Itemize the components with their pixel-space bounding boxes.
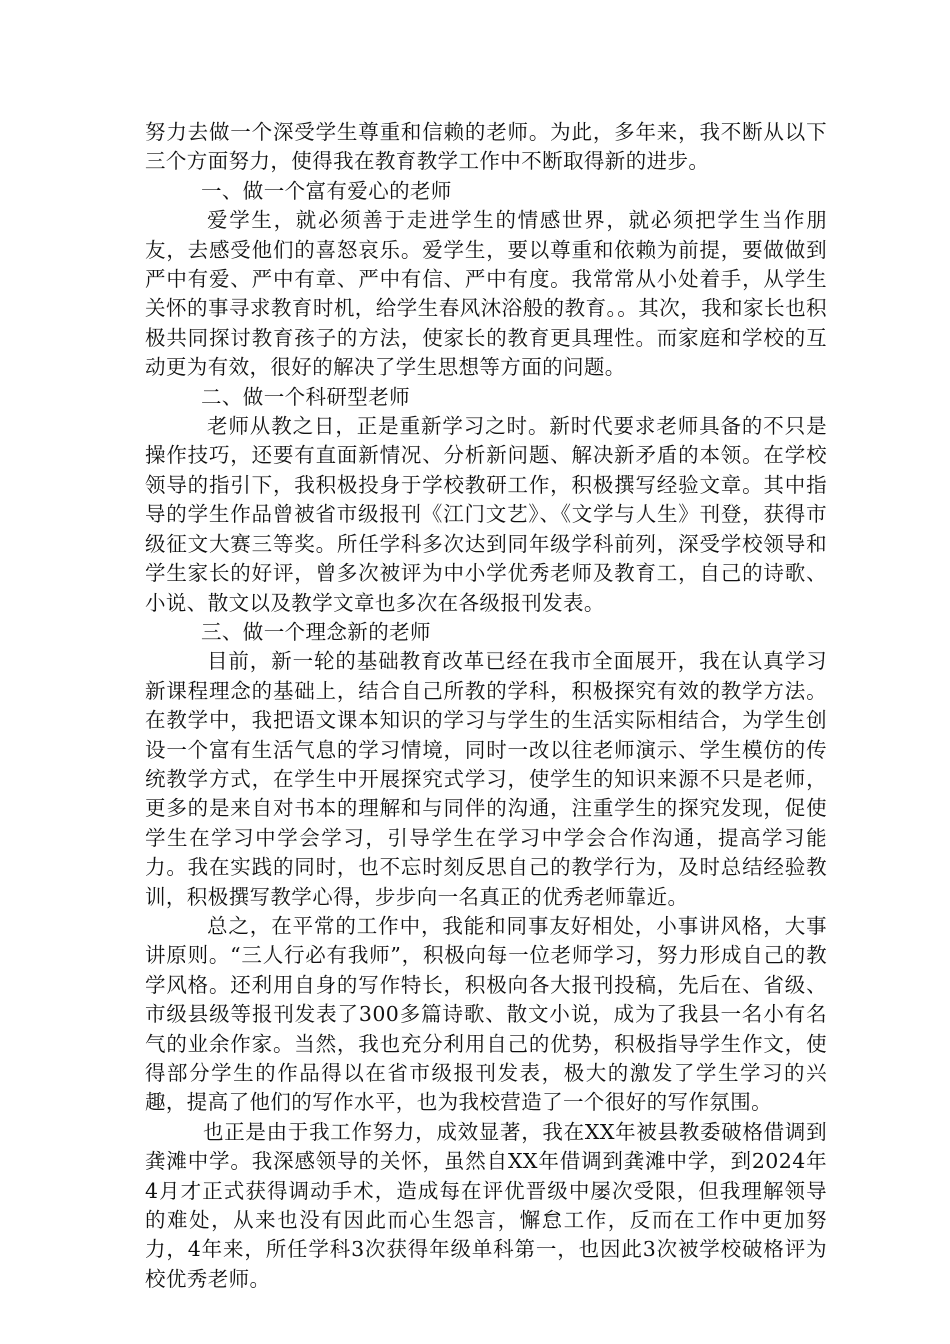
section-3-paragraph: 目前，新一轮的基础教育改革已经在我市全面展开，我在认真学习新课程理念的基础上，结合自己所教的学科，积极探究有效的教学方法。在教学中，我把语文课本知识的学习与学生的生活实际相结合，为学生创设一个富有生活气息的学习情境，同时一改以往老师演示、学生模仿的传统教学方式，在学生中开展探究式学习，使学生的知识来源不只是老师，更多的是来自对书本的理解和与同伴的沟通，注重学生的探究发现，促使学生在学习中学会学习，引导学生在学习中学会合作沟通，提高学习能力。我在实践的同时，也不忘时刻反思自己的教学行为，及时总结经验教训，积极撰写教学心得，步步向一名真正的优秀老师靠近。: [145, 649, 827, 909]
intro-paragraph: 努力去做一个深受学生尊重和信赖的老师。为此，多年来，我不断从以下三个方面努力，使得我在教育教学工作中不断取得新的进步。: [145, 120, 827, 174]
section-heading-1: 一、做一个富有爱心的老师: [201, 178, 452, 203]
section-2-paragraph: 老师从教之日，正是重新学习之时。新时代要求老师具备的不只是操作技巧，还要有直面新情况、分析新问题、解决新矛盾的本领。在学校领导的指引下，我积极投身于学校教研工作，积极撰写经验文章。其中指导的学生作品曾被省市级报刊《江门文艺》、《文学与人生》刊登，获得市级征文大赛三等奖。所任学科多次达到同年级学科前列，深受学校领导和学生家长的好评，曾多次被评为中小学优秀老师及教育工，自己的诗歌、小说、散文以及教学文章也多次在各级报刊发表。: [145, 414, 827, 615]
closing-paragraph: 也正是由于我工作努力，成效显著，我在XX年被县教委破格借调到龚滩中学。我深感领导的关怀，虽然自XX年借调到龚滩中学，到2024年4月才正式获得调动手术，造成每在评优晋级中屡次受限，但我理解领导的难处，从来也没有因此而心生怨言，懈怠工作，反而在工作中更加努力，4年来，所任学科3次获得年级单科第一，也因此3次被学校破格评为校优秀老师。: [145, 1119, 827, 1291]
document-page: [145, 118, 827, 1294]
section-1-paragraph: 爱学生，就必须善于走进学生的情感世界，就必须把学生当作朋友，去感受他们的喜怒哀乐。爱学生，要以尊重和依赖为前提，要做做到严中有爱、严中有章、严中有信、严中有度。我常常从小处着手，从学生关怀的事寻求教育时机，给学生春风沐浴般的教育。。其次，我和家长也积极共同探讨教育孩子的方法，使家长的教育更具理性。而家庭和学校的互动更为有效，很好的解决了学生思想等方面的问题。: [145, 208, 827, 380]
section-heading-3: 三、做一个理念新的老师: [201, 619, 431, 644]
section-heading-2: 二、做一个科研型老师: [201, 384, 410, 409]
summary-paragraph: 总之，在平常的工作中，我能和同事友好相处，小事讲风格，大事讲原则。“三人行必有我师”，积极向每一位老师学习，努力形成自己的教学风格。还利用自身的写作特长，积极向各大报刊投稿，先后在、省级、市级县级等报刊发表了300多篇诗歌、散文小说，成为了我县一名小有名气的业余作家。当然，我也充分利用自己的优势，积极指导学生作文，使得部分学生的作品得以在省市级报刊发表，极大的激发了学生学习的兴趣，提高了他们的写作水平，也为我校营造了一个很好的写作氛围。: [145, 913, 827, 1115]
